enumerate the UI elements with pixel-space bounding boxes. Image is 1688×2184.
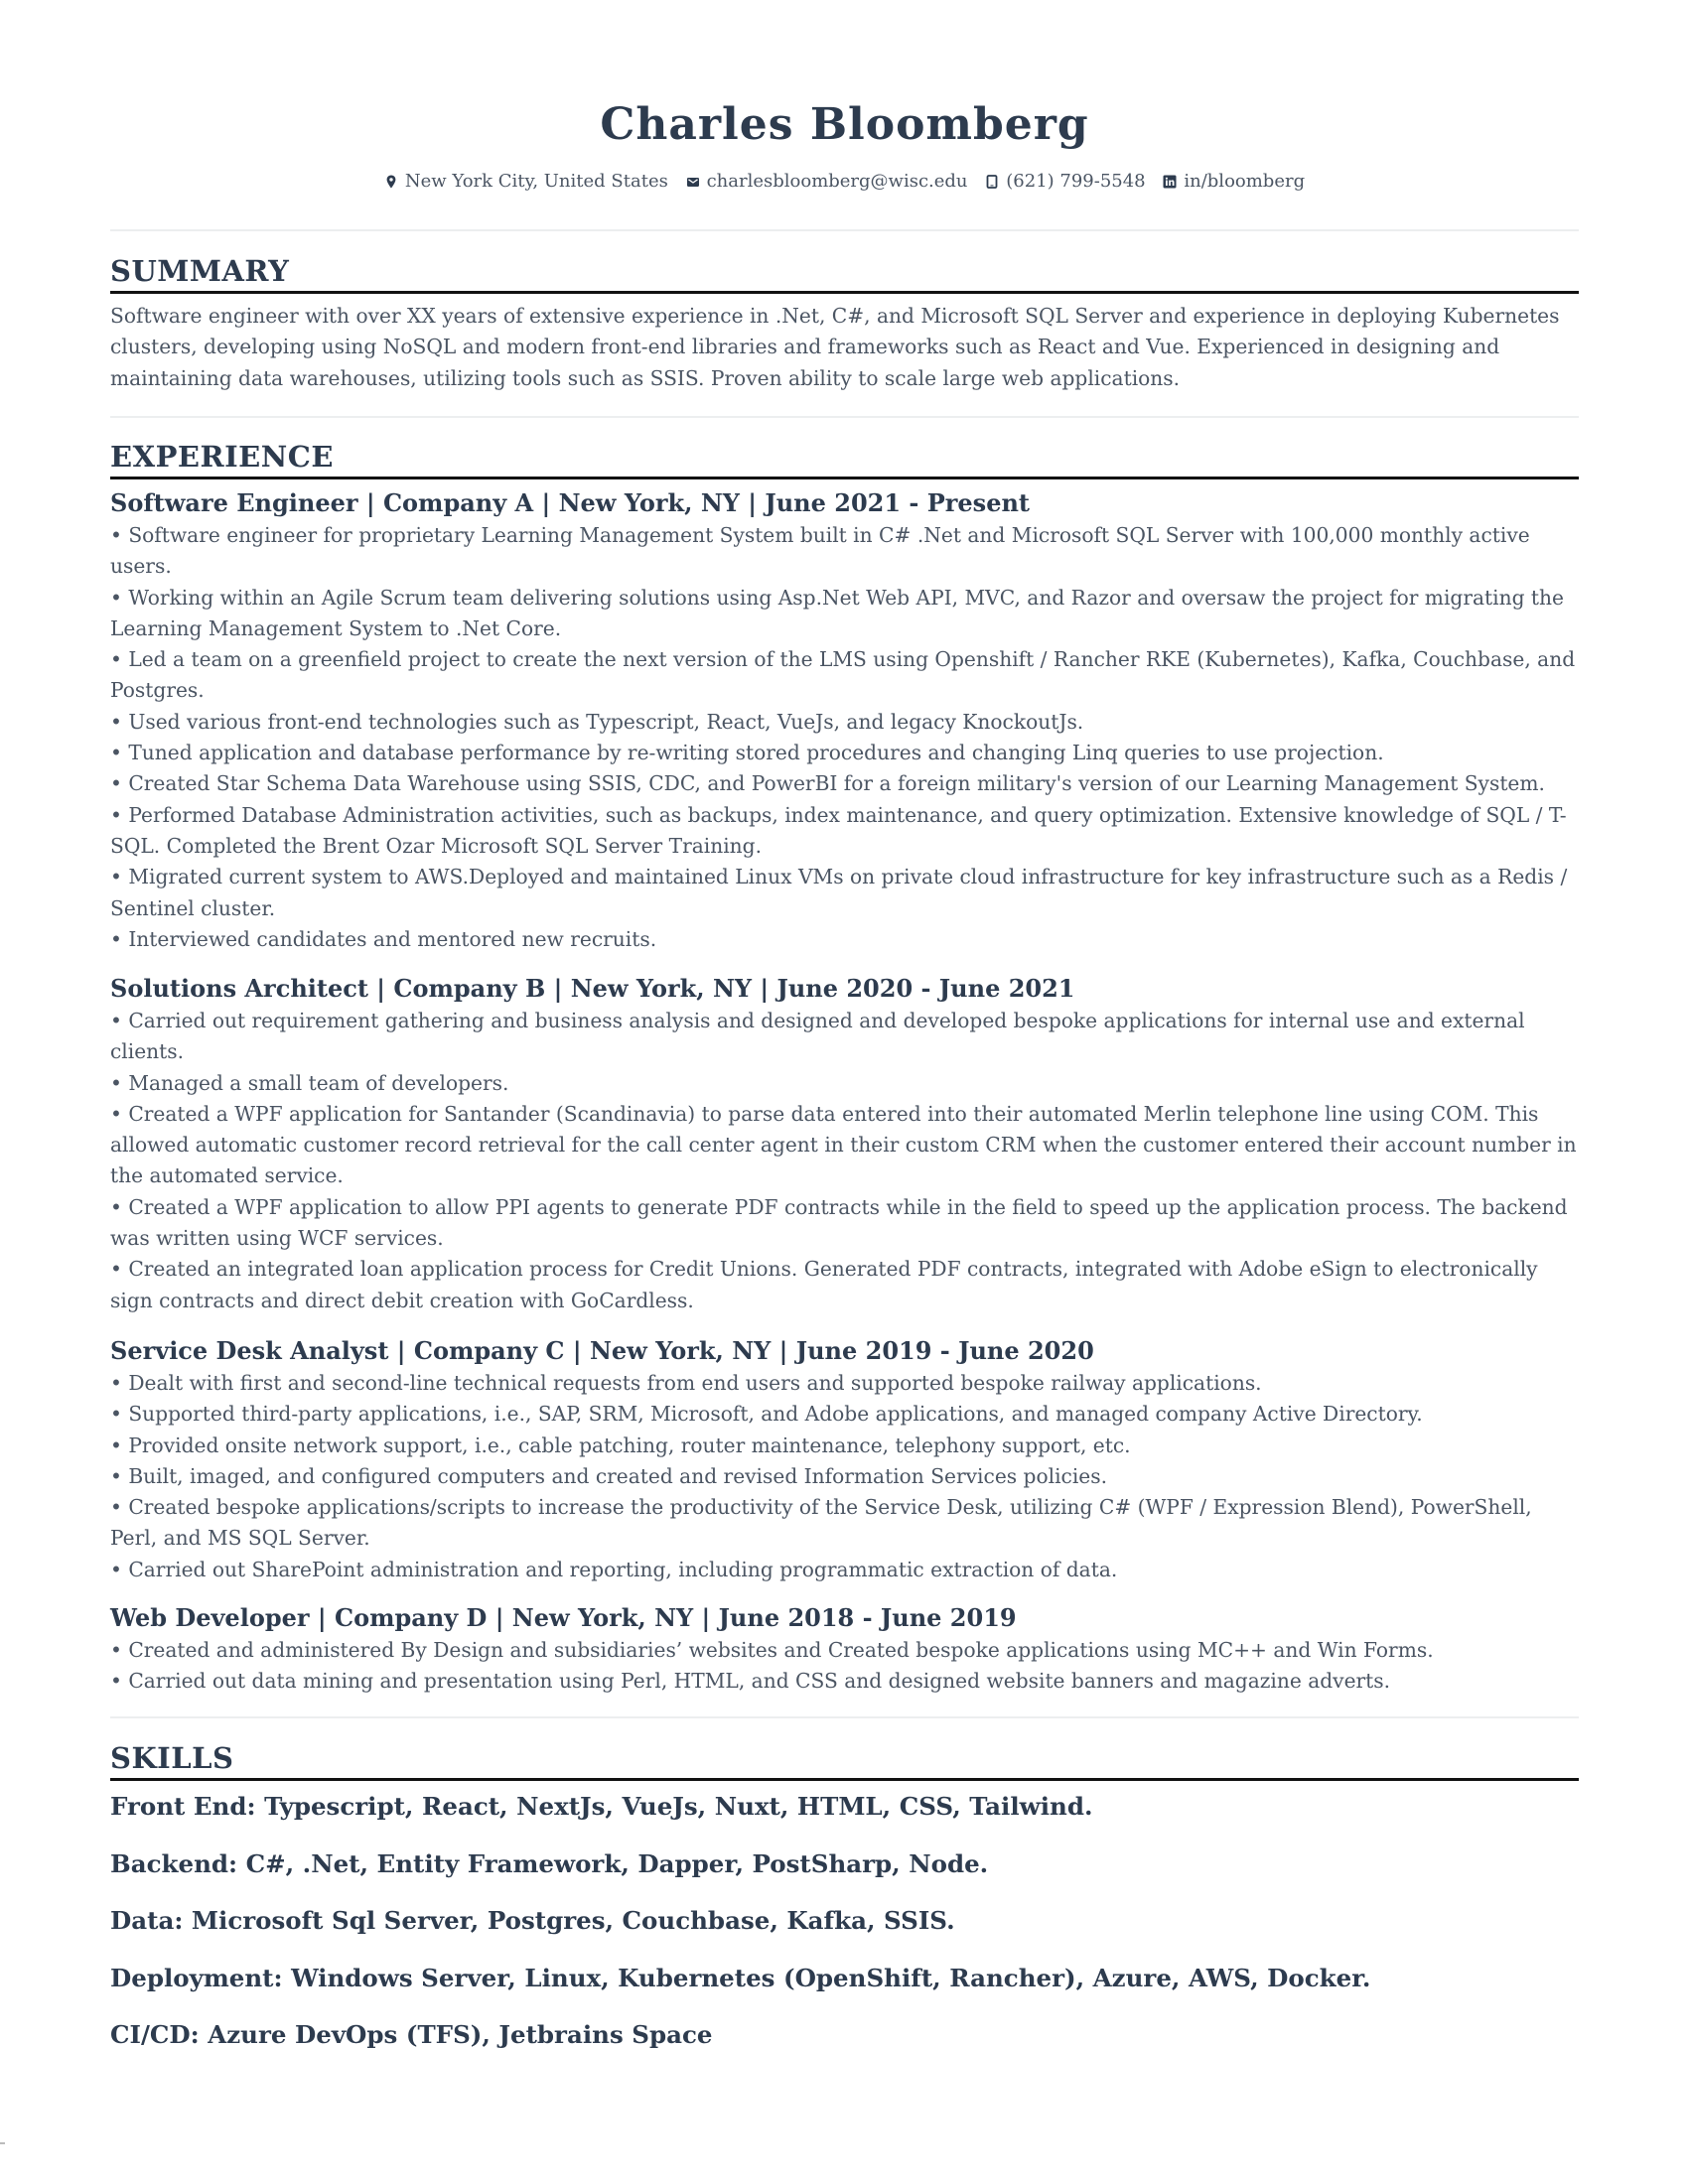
envelope-icon [686, 175, 700, 189]
contact-email[interactable] [686, 169, 968, 195]
contact-location [384, 169, 668, 195]
job-bullet: • Created Star Schema Data Warehouse using SSIS, CDC, and PowerBI for a foreign military's version of our Learning Management System. [110, 771, 1545, 796]
job-bullet: • Used various front-end technologies such as Typescript, React, VueJs, and legacy KnockoutJs. [110, 709, 1084, 734]
location-pin-icon [384, 175, 398, 189]
job-bullet: • Managed a small team of developers. [110, 1070, 509, 1095]
job-entry [110, 1334, 1579, 1585]
job-bullet: • Performed Database Administration activities, such as backups, index maintenance, and query optimization. Extensive knowledge of SQL / T-SQL. Completed the Brent Ozar Microsoft SQL Server Training. [110, 802, 1567, 858]
job-bullet: • Carried out requirement gathering and business analysis and designed and developed bespoke applications for internal use and external clients. [110, 1009, 1525, 1064]
job-bullets [110, 1006, 1579, 1316]
job-title: Software Engineer | Company A | New York, NY | June 2021 - Present [110, 488, 1030, 517]
summary-heading: SUMMARY [110, 252, 1579, 294]
candidate-name: Charles Bloomberg [600, 99, 1089, 150]
phone-text: (621) 799-5548 [1006, 171, 1146, 192]
job-bullet: • Migrated current system to AWS.Deployed and maintained Linux VMs on private cloud infrastructure for key infrastructure such as a Redis / Sentinel cluster. [110, 865, 1568, 920]
job-bullet: • Created a WPF application to allow PPI agents to generate PDF contracts while in the field to speed up the application process. The backend was written using WCF services. [110, 1194, 1568, 1251]
job-bullet: • Dealt with first and second-line technical requests from end users and supported bespoke railway applications. [110, 1371, 1262, 1395]
contact-row [110, 169, 1579, 197]
skill-line: Front End: Typescript, React, NextJs, VueJs, Nuxt, HTML, CSS, Tailwind. [110, 1792, 1093, 1821]
contact-phone [985, 169, 1145, 195]
job-entry [110, 1601, 1579, 1698]
experience-heading: EXPERIENCE [110, 438, 1579, 479]
location-text: New York City, United States [404, 171, 668, 192]
job-title: Web Developer | Company D | New York, NY | June 2018 - June 2019 [110, 1603, 1017, 1632]
job-bullet: • Interviewed candidates and mentored new recruits. [110, 926, 657, 951]
job-bullet: • Provided onsite network support, i.e., cable patching, router maintenance, telephony support, etc. [110, 1433, 1131, 1457]
job-bullet: • Led a team on a greenfield project to create the next version of the LMS using Openshift / Rancher RKE (Kubernetes), Kafka, Couchbase, and Postgres. [110, 647, 1576, 703]
job-entry [110, 972, 1579, 1316]
job-entry [110, 486, 1579, 955]
job-bullet: • Working within an Agile Scrum team delivering solutions using Asp.Net Web API, MVC, and Razor and oversaw the project for migrating the Learning Management System to .Net Core. [110, 585, 1564, 640]
section-divider [110, 229, 1579, 231]
summary-text: Software engineer with over XX years of extensive experience in .Net, C#, and Microsoft SQL Server and experience in deploying Kubernetes clusters, developing using NoSQL and modern front-end libraries and frameworks such as React and Vue. Experienced in designing and maintaining data warehouses, utilizing tools such as SSIS. Proven ability to scale large web applications. [110, 304, 1560, 390]
contact-linkedin[interactable] [1163, 169, 1305, 195]
job-bullet: • Built, imaged, and configured computers and created and revised Information Services policies. [110, 1463, 1108, 1488]
job-bullet: • Created bespoke applications/scripts to increase the productivity of the Service Desk, utilizing C# (WPF / Expression Blend), PowerShell, Perl, and MS SQL Server. [110, 1495, 1532, 1551]
section-divider [110, 416, 1579, 418]
skills-heading: SKILLS [110, 1739, 1579, 1781]
linkedin-link[interactable]: in/bloomberg [1184, 171, 1306, 192]
job-bullet: • Software engineer for proprietary Learning Management System built in C# .Net and Microsoft SQL Server with 100,000 monthly active users. [110, 523, 1530, 579]
job-bullet: • Created a WPF application for Santander (Scandinavia) to parse data entered into their automated Merlin telephone line using COM. This allowed automatic customer record retrieval for the call center agent in their custom CRM when the customer entered their account number in the automated service. [110, 1101, 1577, 1188]
section-divider [110, 1716, 1579, 1718]
email-link[interactable]: charlesbloomberg@wisc.edu [706, 171, 968, 192]
job-bullet: • Created an integrated loan application process for Credit Unions. Generated PDF contracts, integrated with Adobe eSign to electronically sign contracts and direct debit creation with GoCardless. [110, 1257, 1538, 1312]
job-bullet: • Created and administered By Design and subsidiaries’ websites and Created bespoke applications using MC++ and Win Forms. [110, 1638, 1434, 1662]
skill-line: Data: Microsoft Sql Server, Postgres, Couchbase, Kafka, SSIS. [110, 1906, 955, 1935]
job-bullet: • Carried out data mining and presentation using Perl, HTML, and CSS and designed website banners and magazine adverts. [110, 1669, 1391, 1694]
phone-icon [985, 175, 999, 189]
skill-line: Backend: C#, .Net, Entity Framework, Dapper, PostSharp, Node. [110, 1849, 989, 1878]
job-bullet: • Supported third-party applications, i.e., SAP, SRM, Microsoft, and Adobe applications, and managed company Active Directory. [110, 1402, 1423, 1427]
job-bullets [110, 520, 1579, 955]
job-title: Service Desk Analyst | Company C | New York, NY | June 2019 - June 2020 [110, 1336, 1094, 1365]
job-title: Solutions Architect | Company B | New York, NY | June 2020 - June 2021 [110, 974, 1075, 1003]
page-edge-mark [0, 2142, 5, 2144]
linkedin-icon [1163, 175, 1177, 189]
job-bullets [110, 1368, 1579, 1585]
job-bullet: • Carried out SharePoint administration and reporting, including programmatic extraction of data. [110, 1557, 1118, 1581]
skill-line: Deployment: Windows Server, Linux, Kubernetes (OpenShift, Rancher), Azure, AWS, Docker. [110, 1964, 1371, 1992]
skill-line: CI/CD: Azure DevOps (TFS), Jetbrains Space [110, 2020, 713, 2049]
job-bullets [110, 1635, 1579, 1698]
job-bullet: • Tuned application and database performance by re-writing stored procedures and changing Linq queries to use projection. [110, 741, 1384, 765]
